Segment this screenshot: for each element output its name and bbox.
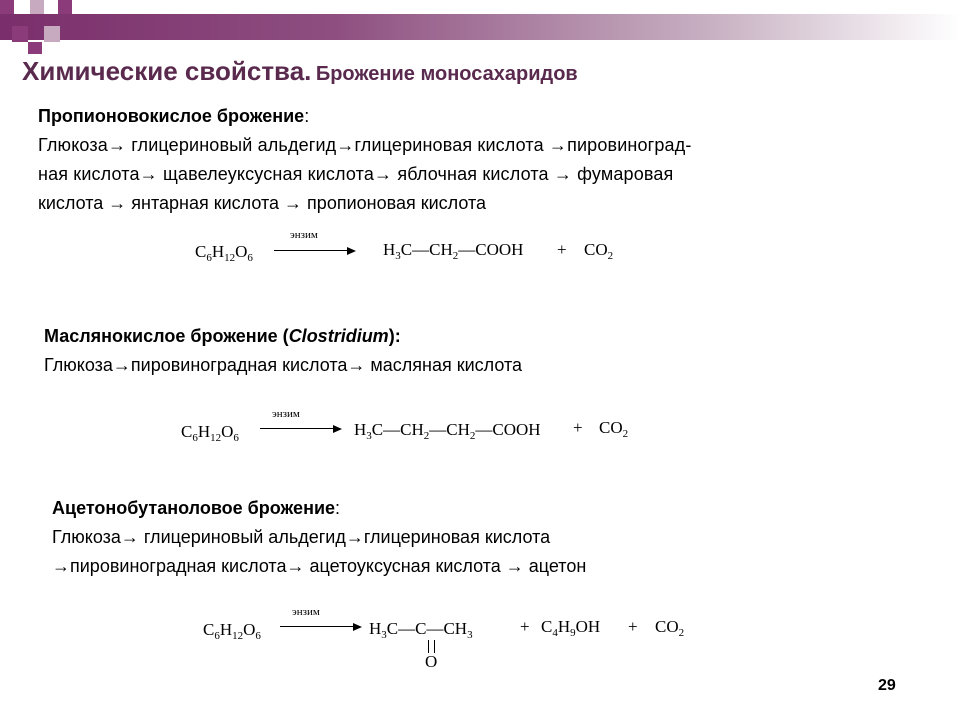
- section-butyric: [44, 322, 522, 380]
- reactant-formula: $C_6H_{12}O_6$: [203, 620, 261, 642]
- reactant-formula: $C_6H_{12}O_6$: [195, 242, 253, 264]
- decor-square: [44, 26, 60, 42]
- header-gradient-band: [0, 14, 960, 40]
- decor-square: [12, 26, 28, 42]
- co2-formula: $CO_2$: [584, 240, 614, 262]
- carbonyl-oxygen: O: [425, 652, 438, 671]
- title-sub: Брожение моносахаридов: [315, 63, 578, 85]
- title-main: Химические свойства.: [22, 56, 312, 86]
- page-number: 29: [878, 677, 896, 694]
- decor-square: [58, 0, 72, 14]
- text-line: ная кислота→ щавелеуксусная кислота→ яблочная кислота → фумаровая: [38, 164, 674, 184]
- section-butyric-heading: Маслянокислое брожение (Clostridium):: [44, 326, 401, 346]
- text-line: Глюкоза→ глицериновый альдегид→глицериновая кислота: [52, 527, 551, 547]
- plus-sign: +: [628, 617, 638, 636]
- text-line: кислота → янтарная кислота → пропионовая кислота: [38, 193, 487, 213]
- section-acetone-heading: Ацетонобутаноловое брожение:: [52, 498, 341, 518]
- section-propionic-heading: Пропионовокислое брожение:: [38, 106, 310, 126]
- enzyme-label: энзим: [292, 606, 320, 618]
- text-line: Глюкоза→пировиноградная кислота→ масляная кислота: [44, 355, 523, 375]
- decor-square: [28, 42, 42, 54]
- plus-sign: +: [520, 617, 530, 636]
- page-title: [22, 56, 578, 87]
- section-acetone-butanol: [52, 494, 586, 581]
- co2-formula: $CO_2$: [655, 617, 685, 639]
- reactant-formula: $C_6H_{12}O_6$: [181, 422, 239, 444]
- reaction-arrow: [260, 428, 340, 429]
- text-line: Глюкоза→ глицериновый альдегид→глицериновая кислота →пировиноград-: [38, 135, 692, 155]
- product-formula: $H_3C—CH_2—CH_2—COOH$: [354, 420, 541, 442]
- enzyme-label: энзим: [272, 408, 300, 420]
- section-propionic: [38, 102, 692, 218]
- decor-square: [0, 0, 14, 14]
- reaction-arrow: [280, 626, 360, 627]
- co2-formula: $CO_2$: [599, 418, 629, 440]
- text-line: →пировиноградная кислота→ ацетоуксусная кислота → ацетон: [52, 556, 587, 576]
- decor-square: [30, 0, 44, 14]
- plus-sign: +: [573, 418, 583, 437]
- product-formula: $H_3C—CH_2—COOH$: [383, 240, 524, 262]
- reaction-arrow: [274, 250, 354, 251]
- butanol-formula: $C_4H_9OH$: [541, 617, 601, 639]
- product-formula: $H_3C—C—CH_3$: [369, 619, 473, 641]
- plus-sign: +: [557, 240, 567, 259]
- enzyme-label: энзим: [290, 229, 318, 241]
